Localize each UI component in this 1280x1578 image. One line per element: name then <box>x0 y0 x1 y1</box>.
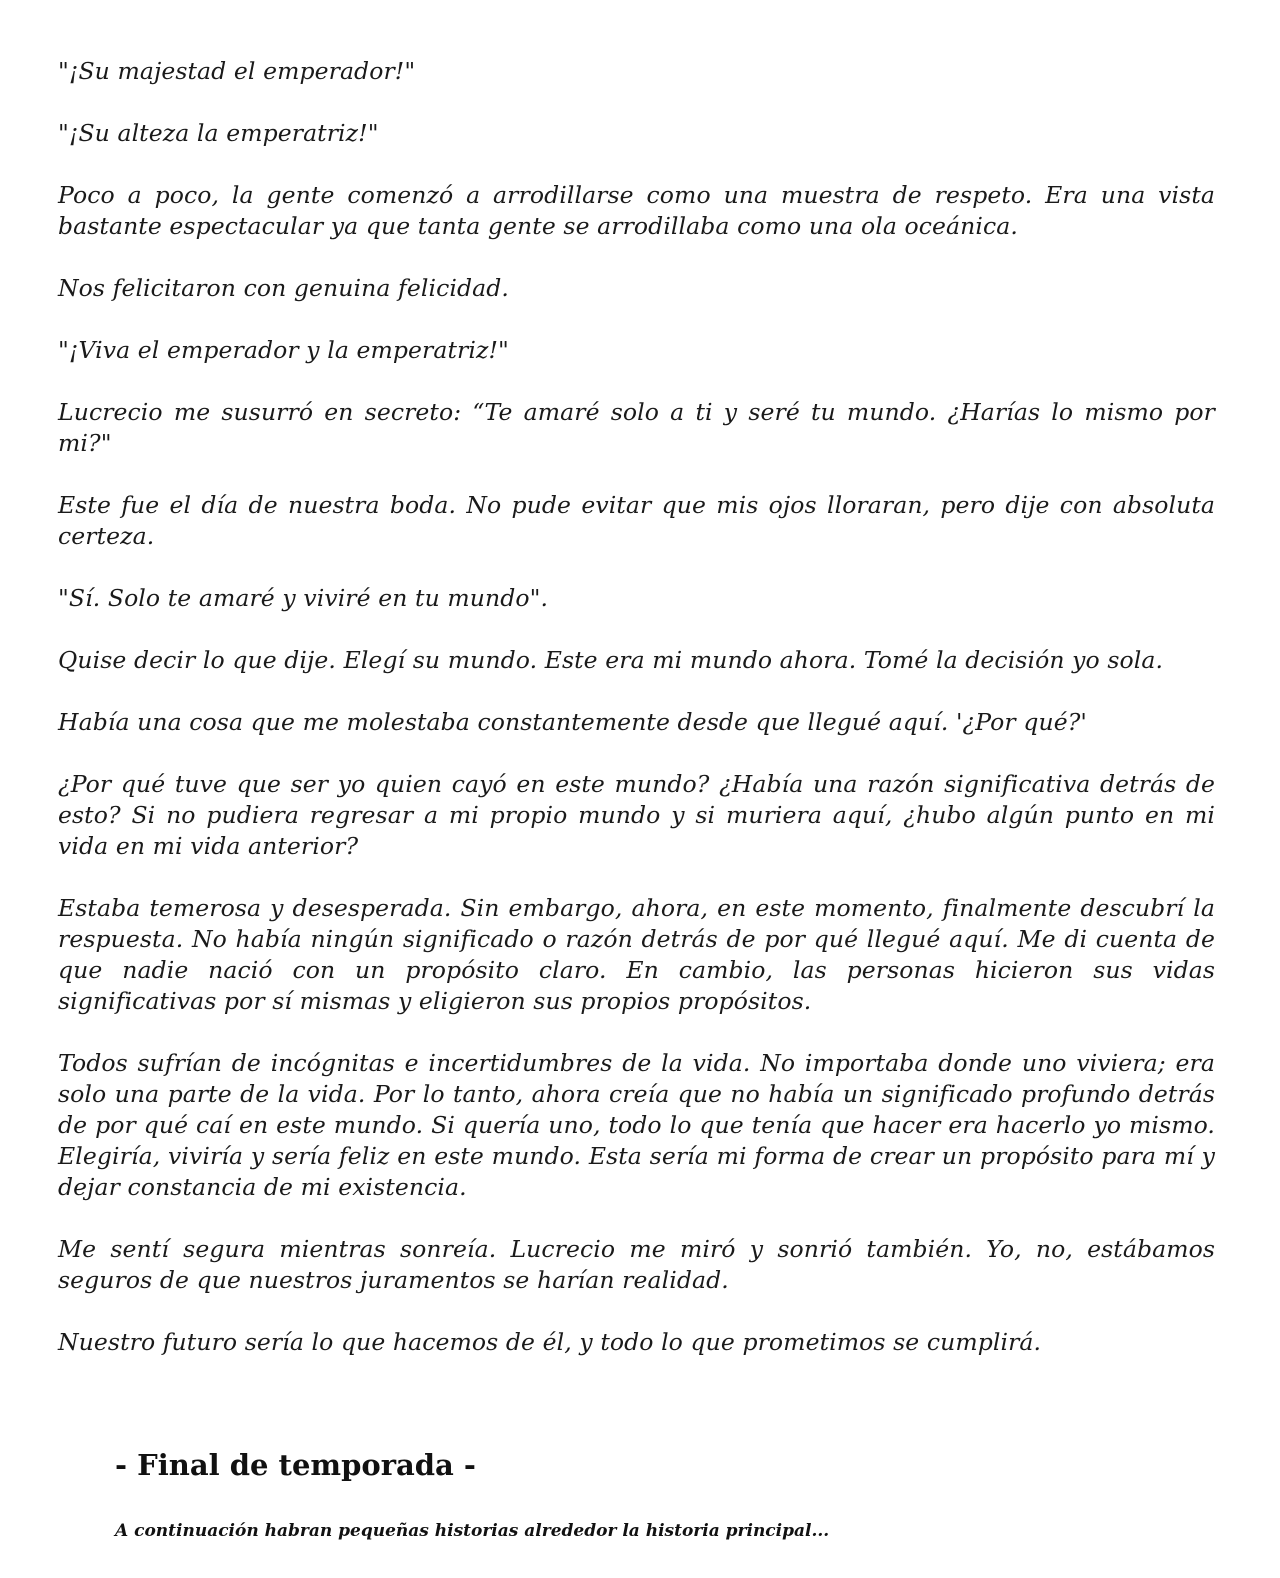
paragraph-8: "Sí. Solo te amaré y viviré en tu mundo". <box>58 584 549 612</box>
paragraph-3: Poco a poco, la gente comenzó a arrodillarse como una muestra de respeto. Era una vista bastante espectacular ya que tanta gente se arrodillaba como una ola oceánica. <box>58 181 1215 240</box>
paragraph-14: Me sentí segura mientras sonreía. Lucrecio me miró y sonrió también. Yo, no, estábamos seguros de que nuestros juramentos se harían realidad. <box>58 1235 1215 1294</box>
paragraph-15: Nuestro futuro sería lo que hacemos de él, y todo lo que prometimos se cumplirá. <box>58 1328 1042 1356</box>
paragraph-11: ¿Por qué tuve que ser yo quien cayó en este mundo? ¿Había una razón significativa detrás de esto? Si no pudiera regresar a mi propio mundo y si muriera aquí, ¿hubo algún punto en mi vida en mi vida anterior? <box>58 770 1215 860</box>
paragraph-13: Todos sufrían de incógnitas e incertidumbres de la vida. No importaba donde uno viviera; era solo una parte de la vida. Por lo tanto, ahora creía que no había un significado profundo detrás de por qué caí en este mundo. Si quería uno, todo lo que tenía que hacer era hacerlo yo mismo. Elegiría, viviría y sería feliz en este mundo. Esta sería mi forma de crear un propósito para mí y dejar constancia de mi existencia. <box>58 1049 1215 1201</box>
paragraph-6: Lucrecio me susurró en secreto: “Te amaré solo a ti y seré tu mundo. ¿Harías lo mismo por mi?" <box>58 398 1215 457</box>
paragraph-4: Nos felicitaron con genuina felicidad. <box>58 274 509 302</box>
paragraph-1: "¡Su majestad el emperador!" <box>58 57 416 85</box>
paragraph-5: "¡Viva el emperador y la emperatriz!" <box>58 336 509 364</box>
continuation-note: A continuación habran pequeñas historias alrededor la historia principal... <box>115 1521 830 1541</box>
paragraph-7: Este fue el día de nuestra boda. No pude evitar que mis ojos lloraran, pero dije con absoluta certeza. <box>58 491 1215 550</box>
story-text <box>58 56 1215 1389</box>
paragraph-2: "¡Su alteza la emperatriz!" <box>58 119 379 147</box>
season-end-heading: - Final de temporada - <box>115 1448 476 1482</box>
paragraph-9: Quise decir lo que dije. Elegí su mundo. Este era mi mundo ahora. Tomé la decisión yo sola. <box>58 646 1164 674</box>
paragraph-10: Había una cosa que me molestaba constantemente desde que llegué aquí. '¿Por qué?' <box>58 708 1087 736</box>
paragraph-12: Estaba temerosa y desesperada. Sin embargo, ahora, en este momento, finalmente descubrí la respuesta. No había ningún significado o razón detrás de por qué llegué aquí. Me di cuenta de que nadie nació con un propósito claro. En cambio, las personas hicieron sus vidas significativas por sí mismas y eligieron sus propios propósitos. <box>58 894 1215 1015</box>
